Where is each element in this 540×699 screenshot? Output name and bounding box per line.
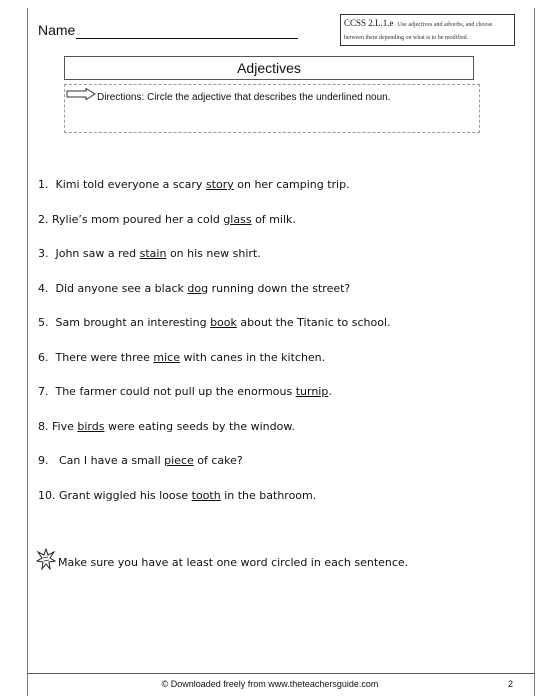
question-text: 7. The farmer could not pull up the enormous bbox=[38, 385, 296, 398]
underlined-noun: dog bbox=[187, 281, 209, 295]
question-text: on her camping trip. bbox=[233, 178, 350, 191]
question-text: were eating seeds by the window. bbox=[104, 419, 295, 433]
page-number: 2 bbox=[508, 679, 514, 689]
question-item bbox=[38, 282, 350, 295]
copyright-text: © Downloaded freely from www.theteachersguide.com bbox=[161, 679, 379, 689]
question-text: in the bathroom. bbox=[220, 488, 317, 502]
question-item bbox=[38, 316, 391, 329]
underlined-noun: story bbox=[205, 178, 234, 191]
question-item bbox=[38, 351, 325, 364]
underlined-noun: birds bbox=[77, 419, 105, 433]
question-text: 10. Grant wiggled his loose bbox=[38, 488, 192, 502]
question-text: 1. Kimi told everyone a scary bbox=[38, 178, 206, 191]
question-text: 6. There were three bbox=[38, 350, 154, 364]
name-blank-line[interactable] bbox=[76, 38, 298, 39]
worksheet-title: Adjectives bbox=[64, 56, 474, 80]
underlined-noun: turnip bbox=[295, 385, 329, 398]
standard-code: CCSS 2.L.1.e bbox=[344, 18, 394, 28]
name-label: Name bbox=[38, 22, 76, 38]
question-text: on his new shirt. bbox=[166, 247, 261, 260]
standard-description: Use adjectives and adverbs, and choose between them depending on what is to be modified. bbox=[344, 22, 493, 41]
question-text: 3. John saw a red bbox=[38, 247, 140, 260]
question-text: running down the street? bbox=[208, 281, 351, 295]
question-text: 9. Can I have a small bbox=[38, 454, 165, 467]
question-text: about the Titanic to school. bbox=[236, 316, 391, 329]
underlined-noun: mice bbox=[153, 350, 180, 364]
question-item bbox=[38, 454, 243, 467]
arrow-right-icon bbox=[66, 88, 96, 100]
question-item bbox=[38, 178, 350, 191]
question-item bbox=[38, 247, 261, 260]
question-text: 4. Did anyone see a black bbox=[38, 281, 188, 295]
underlined-noun: stain bbox=[139, 247, 167, 260]
reminder-note: Make sure you have at least one word circled in each sentence. bbox=[58, 556, 409, 569]
question-text: with canes in the kitchen. bbox=[180, 350, 326, 364]
question-item bbox=[38, 385, 332, 398]
question-item bbox=[38, 489, 316, 502]
question-item bbox=[38, 213, 296, 226]
starburst-icon bbox=[36, 548, 56, 570]
footer-divider bbox=[27, 673, 535, 674]
question-text: of milk. bbox=[251, 212, 296, 226]
question-text: 2. Rylie’s mom poured her a cold bbox=[38, 212, 224, 226]
underlined-noun: glass bbox=[223, 212, 252, 226]
question-item bbox=[38, 420, 295, 433]
underlined-noun: tooth bbox=[191, 488, 221, 502]
directions-text: Directions: Circle the adjective that describes the underlined noun. bbox=[97, 92, 391, 103]
question-text: 8. Five bbox=[38, 419, 78, 433]
standards-box bbox=[340, 14, 515, 46]
question-text: 5. Sam brought an interesting bbox=[38, 316, 211, 329]
underlined-noun: book bbox=[210, 316, 237, 329]
question-text: of cake? bbox=[193, 454, 243, 467]
question-text: . bbox=[328, 385, 332, 398]
underlined-noun: piece bbox=[164, 454, 194, 467]
